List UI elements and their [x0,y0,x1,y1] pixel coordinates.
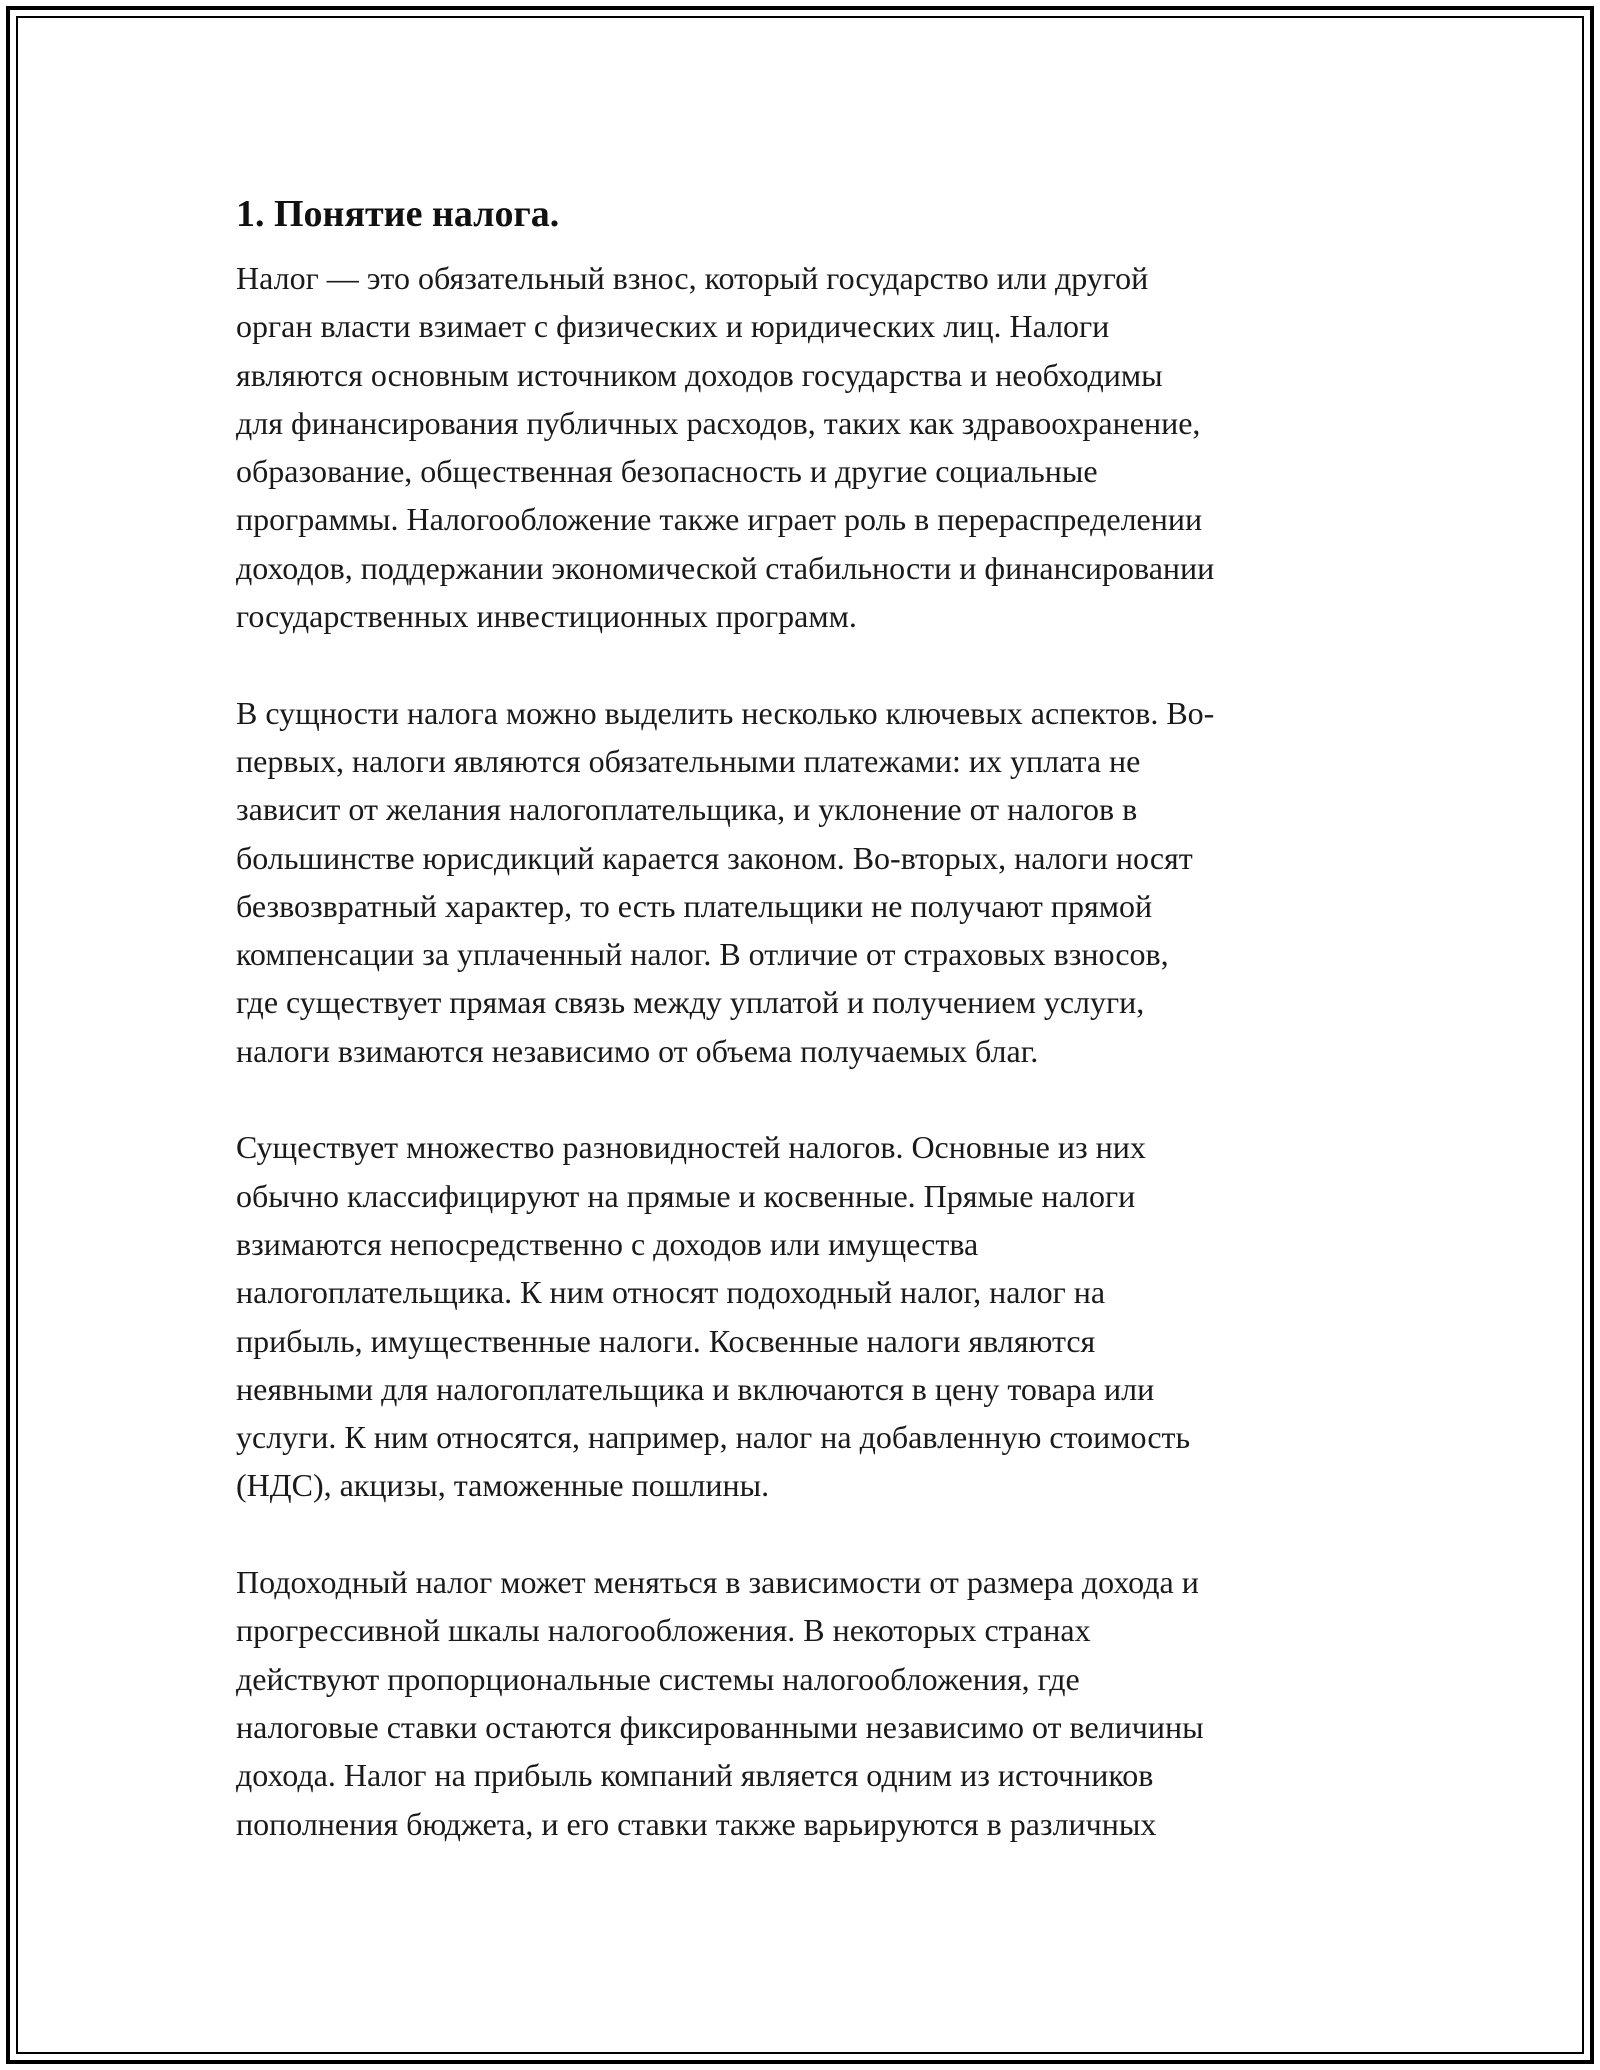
text-line: компенсации за уплаченный налог. В отличие от страховых взносов, [236,936,1169,973]
text-line: неявными для налогоплательщика и включаются в цену товара или [236,1370,1155,1407]
text-line: В сущности налога можно выделить несколько ключевых аспектов. Во- [236,694,1215,731]
text-line: программы. Налогообложение также играет роль в перераспределении [236,501,1203,538]
text-line: государственных инвестиционных программ. [236,598,857,635]
text-line: являются основным источником доходов государства и необходимы [236,356,1163,393]
text-line: (НДС), акцизы, таможенные пошлины. [236,1467,770,1504]
text-line: действуют пропорциональные системы налогообложения, где [236,1660,1080,1697]
text-line: налоговые ставки остаются фиксированными независимо от величины [236,1708,1204,1745]
document-body [236,188,1376,1896]
paragraph-4 [236,1558,1376,1848]
text-line: прибыль, имущественные налоги. Косвенные налоги являются [236,1322,1096,1359]
paragraph-3 [236,1123,1376,1509]
text-line: взимаются непосредственно с доходов или имущества [236,1225,979,1262]
text-line: где существует прямая связь между уплатой и получением услуги, [236,984,1145,1021]
text-line: зависит от желания налогоплательщика, и уклонение от налогов в [236,791,1138,828]
text-line: для финансирования публичных расходов, таких как здравоохранение, [236,404,1201,441]
text-line: большинстве юрисдикций карается законом. Во-вторых, налоги носят [236,839,1193,876]
text-line: безвозвратный характер, то есть плательщики не получают прямой [236,887,1153,924]
section-title: 1. Понятие налога. [236,193,560,235]
text-line: услуги. К ним относятся, например, налог на добавленную стоимость [236,1419,1191,1456]
text-line: Подоходный налог может меняться в зависимости от размера дохода и [236,1564,1199,1601]
text-line: дохода. Налог на прибыль компаний является одним из источников [236,1757,1154,1794]
text-line: налогоплательщика. К ним относят подоходный налог, налог на [236,1274,1106,1311]
text-line: прогрессивной шкалы налогообложения. В некоторых странах [236,1612,1091,1649]
text-line: образование, общественная безопасность и другие социальные [236,453,1098,490]
text-line: Существует множество разновидностей налогов. Основные из них [236,1129,1146,1166]
text-line: налоги взимаются независимо от объема получаемых благ. [236,1032,1039,1069]
text-line: доходов, поддержании экономической стабильности и финансировании [236,549,1215,586]
paragraph-2 [236,689,1376,1075]
text-line: орган власти взимает с физических и юридических лиц. Налоги [236,308,1110,345]
text-line: пополнения бюджета, и его ставки также варьируются в различных [236,1805,1157,1842]
text-line: первых, налоги являются обязательными платежами: их уплата не [236,742,1141,779]
text-line: Налог — это обязательный взнос, который государство или другой [236,260,1149,296]
text-line: обычно классифицируют на прямые и косвенные. Прямые налоги [236,1177,1136,1214]
paragraph-1 [236,254,1376,640]
